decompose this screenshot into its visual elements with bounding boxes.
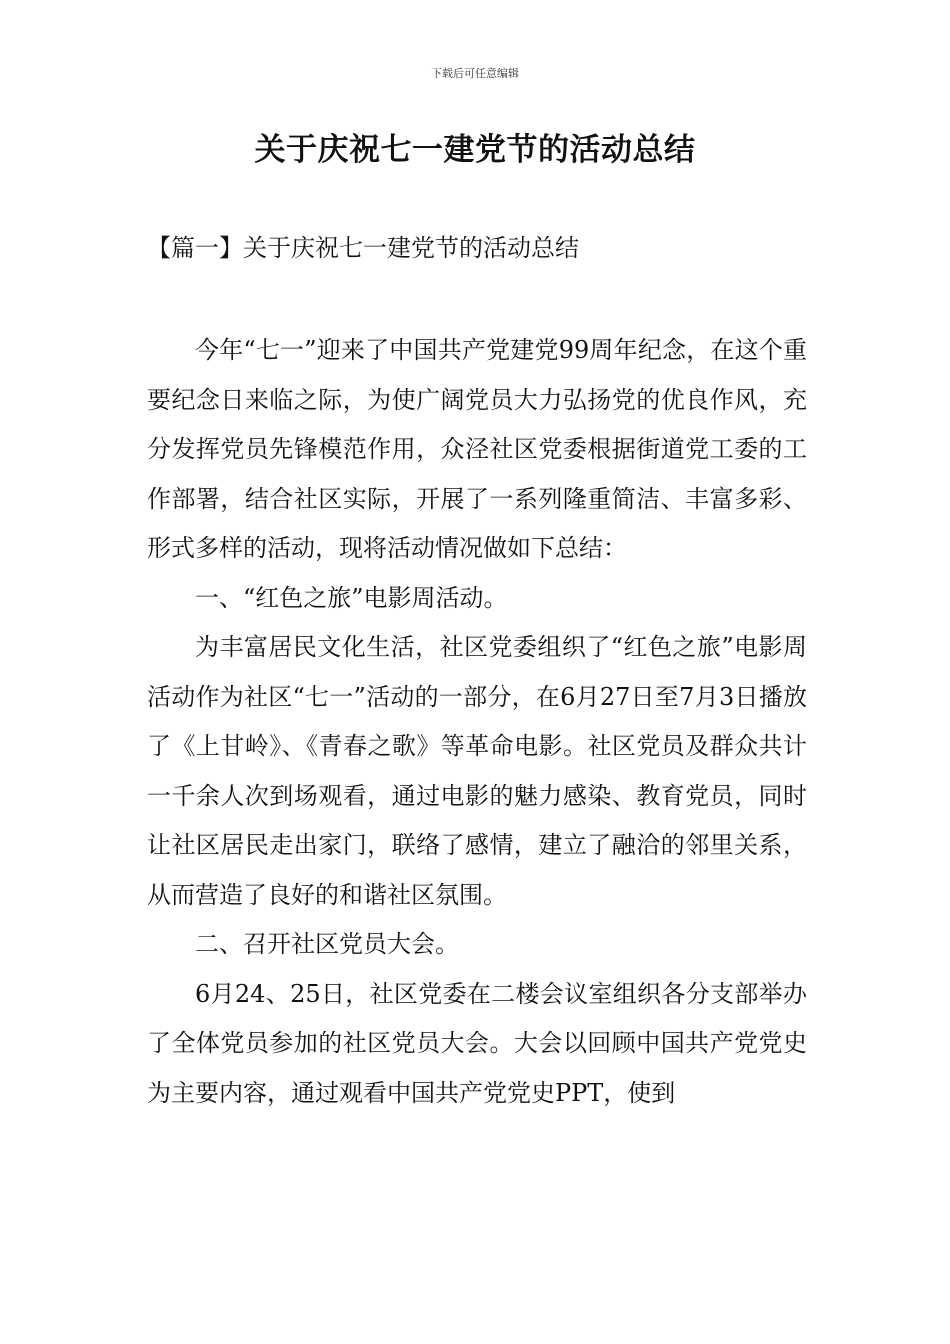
document-body xyxy=(147,326,807,1118)
paragraph-film-week: 为丰富居民文化生活，社区党委组织了“红色之旅”电影周活动作为社区“七一”活动的一部分，在6月27日至7月3日播放了《上甘岭》、《青春之歌》等革命电影。社区党员及群众共计一千余人次到场观看，通过电影的魅力感染、教育党员，同时让社区居民走出家门，联络了感情，建立了融洽的邻里关系，从而营造了良好的和谐社区氛围。 xyxy=(147,633,807,909)
paragraph-intro: 今年“七一”迎来了中国共产党建党99周年纪念，在这个重要纪念日来临之际，为使广阔党员大力弘扬党的优良作风，充分发挥党员先锋模范作用，众泾社区党委根据街道党工委的工作部署，结合社区实际，开展了一系列隆重简洁、丰富多彩、形式多样的活动，现将活动情况做如下总结： xyxy=(147,336,807,562)
document-title: 关于庆祝七一建党节的活动总结 xyxy=(254,132,696,168)
paragraph-heading-1: 一、“红色之旅”电影周活动。 xyxy=(195,583,508,612)
header-note: 下载后可任意编辑 xyxy=(431,67,519,80)
paragraph-heading-2: 二、召开社区党员大会。 xyxy=(195,930,459,958)
section-title: 【篇一】关于庆祝七一建党节的活动总结 xyxy=(147,234,579,262)
paragraph-member-meeting: 6月24、25日，社区党委在二楼会议室组织各分支部举办了全体党员参加的社区党员大会。大会以回顾中国共产党党史为主要内容，通过观看中国共产党党史PPT，使到 xyxy=(147,979,807,1107)
